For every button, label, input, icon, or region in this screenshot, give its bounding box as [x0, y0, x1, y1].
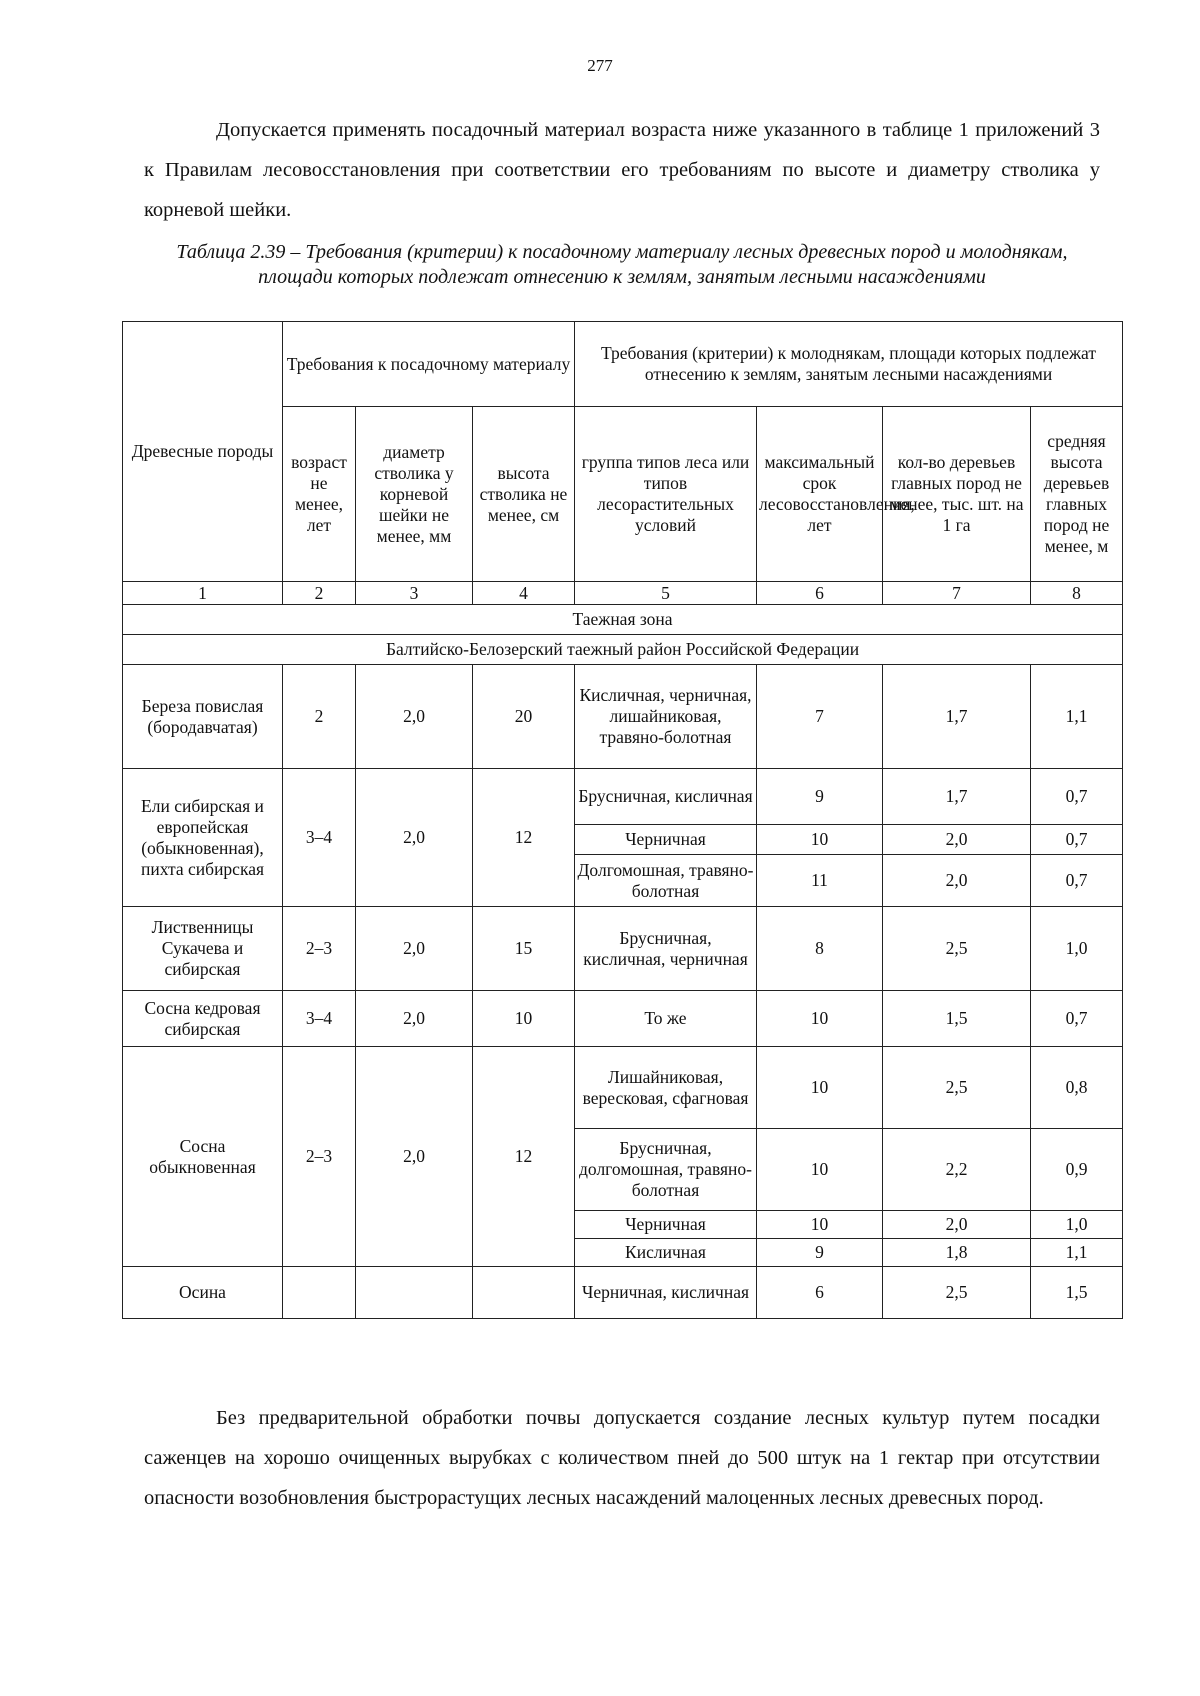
header-tree-count: кол-во деревьев главных пород не менее, тыс. шт. на 1 га	[883, 407, 1031, 582]
tree-count-cell: 1,8	[883, 1239, 1031, 1267]
column-number-row	[123, 582, 1123, 605]
species-age: 2–3	[283, 1047, 356, 1267]
tree-count-cell: 2,0	[883, 1211, 1031, 1239]
tree-count-cell: 2,2	[883, 1129, 1031, 1211]
species-height	[473, 1267, 575, 1319]
max-period-cell: 6	[757, 1267, 883, 1319]
species-diameter: 2,0	[356, 1047, 473, 1267]
tree-count-cell: 2,5	[883, 1047, 1031, 1129]
zone-label: Таежная зона	[123, 605, 1123, 635]
species-height: 20	[473, 665, 575, 769]
avg-height-cell: 1,5	[1031, 1267, 1123, 1319]
forest-type-cell: Кисличная, черничная, лишайниковая, травяно-болотная	[575, 665, 757, 769]
tree-count-cell: 1,5	[883, 991, 1031, 1047]
intro-paragraph	[144, 110, 1100, 230]
species-age: 3–4	[283, 769, 356, 907]
species-diameter: 2,0	[356, 907, 473, 991]
forest-type-cell: Черничная	[575, 825, 757, 855]
tree-count-cell: 2,5	[883, 907, 1031, 991]
forest-type-cell: Черничная	[575, 1211, 757, 1239]
species-height: 12	[473, 769, 575, 907]
species-diameter: 2,0	[356, 991, 473, 1047]
column-number: 1	[123, 582, 283, 605]
species-row	[123, 665, 1123, 769]
species-row	[123, 991, 1123, 1047]
avg-height-cell: 1,0	[1031, 907, 1123, 991]
max-period-cell: 10	[757, 1211, 883, 1239]
max-period-cell: 10	[757, 991, 883, 1047]
avg-height-cell: 0,7	[1031, 991, 1123, 1047]
tree-count-cell: 1,7	[883, 769, 1031, 825]
forest-type-cell: Лишайниковая, вересковая, сфагновая	[575, 1047, 757, 1129]
header-diameter: диаметр стволика у корневой шейки не менее, мм	[356, 407, 473, 582]
species-name: Сосна обыкновенная	[123, 1047, 283, 1267]
max-period-cell: 9	[757, 1239, 883, 1267]
species-height: 15	[473, 907, 575, 991]
species-age	[283, 1267, 356, 1319]
region-row	[123, 635, 1123, 665]
species-row	[123, 769, 1123, 825]
column-number: 5	[575, 582, 757, 605]
species-name: Сосна кедровая сибирская	[123, 991, 283, 1047]
tree-count-cell: 1,7	[883, 665, 1031, 769]
species-name: Ели сибирская и европейская (обыкновенная), пихта сибирская	[123, 769, 283, 907]
region-label: Балтийско-Белозерский таежный район Российской Федерации	[123, 635, 1123, 665]
avg-height-cell: 0,7	[1031, 855, 1123, 907]
zone-row	[123, 605, 1123, 635]
header-max-period: максимальный срок лесовосстановления, лет	[757, 407, 883, 582]
species-diameter	[356, 1267, 473, 1319]
header-row-1	[123, 322, 1123, 407]
species-row	[123, 907, 1123, 991]
forest-type-cell: Брусничная, кисличная, черничная	[575, 907, 757, 991]
header-age: возраст не менее, лет	[283, 407, 356, 582]
header-young-group: Требования (критерии) к молоднякам, площади которых подлежат отнесению к землям, занятым лесными насаждениями	[575, 322, 1123, 407]
species-age: 3–4	[283, 991, 356, 1047]
tree-count-cell: 2,0	[883, 825, 1031, 855]
header-avg-height: средняя высота деревьев главных пород не менее, м	[1031, 407, 1123, 582]
forest-type-cell: Кисличная	[575, 1239, 757, 1267]
forest-type-cell: Черничная, кисличная	[575, 1267, 757, 1319]
column-number: 2	[283, 582, 356, 605]
avg-height-cell: 0,9	[1031, 1129, 1123, 1211]
forest-type-cell: Брусничная, долгомошная, травяно-болотная	[575, 1129, 757, 1211]
column-number: 8	[1031, 582, 1123, 605]
species-diameter: 2,0	[356, 769, 473, 907]
species-height: 10	[473, 991, 575, 1047]
closing-paragraph	[144, 1398, 1100, 1518]
forest-type-cell: Брусничная, кисличная	[575, 769, 757, 825]
species-age: 2–3	[283, 907, 356, 991]
header-height: высота стволика не менее, см	[473, 407, 575, 582]
species-name: Осина	[123, 1267, 283, 1319]
avg-height-cell: 0,7	[1031, 769, 1123, 825]
avg-height-cell: 1,0	[1031, 1211, 1123, 1239]
header-planting-group: Требования к посадочному материалу	[283, 322, 575, 407]
max-period-cell: 9	[757, 769, 883, 825]
species-diameter: 2,0	[356, 665, 473, 769]
max-period-cell: 11	[757, 855, 883, 907]
species-row	[123, 1047, 1123, 1129]
closing-paragraph-text: Без предварительной обработки почвы допускается создание лесных культур путем посадки саженцев на хорошо очищенных вырубках с количеством пней до 500 штук на 1 гектар при отсутствии опасности возобновления быстрорастущих лесных насаждений малоценных лесных древесных пород.	[144, 1407, 1100, 1509]
avg-height-cell: 1,1	[1031, 1239, 1123, 1267]
max-period-cell: 10	[757, 825, 883, 855]
max-period-cell: 10	[757, 1047, 883, 1129]
species-age: 2	[283, 665, 356, 769]
intro-paragraph-text: Допускается применять посадочный материал возраста ниже указанного в таблице 1 приложений 3 к Правилам лесовосстановления при соответствии его требованиям по высоте и диаметру стволика у корневой шейки.	[144, 119, 1100, 221]
avg-height-cell: 0,8	[1031, 1047, 1123, 1129]
header-forest-type: группа типов леса или типов лесорастительных условий	[575, 407, 757, 582]
table-caption: Таблица 2.39 – Требования (критерии) к посадочному материалу лесных древесных пород и молоднякам, площади которых подлежат отнесению к землям, занятым лесными насаждениями	[176, 241, 1068, 288]
header-species: Древесные породы	[123, 322, 283, 582]
max-period-cell: 8	[757, 907, 883, 991]
column-number: 4	[473, 582, 575, 605]
forest-type-cell: Долгомошная, травяно-болотная	[575, 855, 757, 907]
requirements-table	[122, 321, 1123, 1319]
max-period-cell: 7	[757, 665, 883, 769]
max-period-cell: 10	[757, 1129, 883, 1211]
column-number: 7	[883, 582, 1031, 605]
tree-count-cell: 2,5	[883, 1267, 1031, 1319]
avg-height-cell: 0,7	[1031, 825, 1123, 855]
forest-type-cell: То же	[575, 991, 757, 1047]
page-number: 277	[587, 56, 613, 75]
species-name: Лиственницы Сукачева и сибирская	[123, 907, 283, 991]
species-height: 12	[473, 1047, 575, 1267]
tree-count-cell: 2,0	[883, 855, 1031, 907]
column-number: 6	[757, 582, 883, 605]
species-row	[123, 1267, 1123, 1319]
species-name: Береза повислая (бородавчатая)	[123, 665, 283, 769]
column-number: 3	[356, 582, 473, 605]
avg-height-cell: 1,1	[1031, 665, 1123, 769]
